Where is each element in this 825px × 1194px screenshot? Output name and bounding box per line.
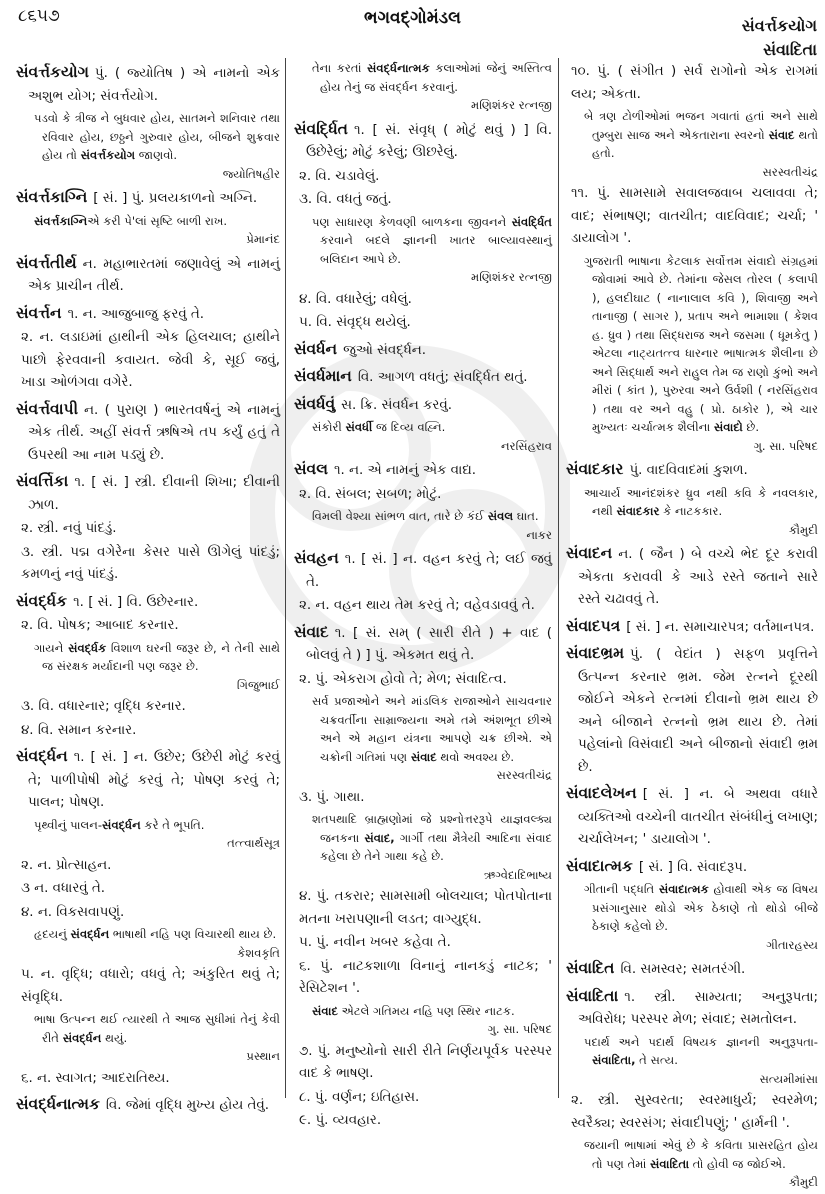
headword: સંવર્ધમાન [294, 367, 352, 385]
definition-text: ૧. ન. એ નામનું એક વાદ્ય. [333, 463, 477, 478]
sense-definition: ૩. સ્ત્રી. પદ્મ વગેરેના કેસર પાસે ઊગેલું પાંદડું; કમળનું નવું પાંદડું. [21, 544, 280, 582]
dictionary-entry [566, 985, 818, 1032]
quote-text: સર્વ પ્રજાઓને અને માંડલિક રાજાઓને સાચવનાર ચક્રવર્તીના સામ્રાજ્યના અમે તમે અંશભૂત છીએ અને એ મહાન યંત્રના આપણે ચક્ર છીએ. એ ચક્રોની ગતિમાં પણ [312, 694, 552, 764]
quote-highlight: સંવાદ, [364, 830, 395, 845]
dictionary-column-2 [294, 58, 552, 1133]
quote-text: ભાષા ઉત્પન્ન થઈ ત્યારથી તે આજ સુધીમાં તેનું કેવી રીતે [34, 1012, 280, 1045]
quote-text: હૃદયનું [34, 927, 71, 941]
dictionary-entry [566, 642, 818, 779]
quote-text: જાણવો. [135, 148, 178, 162]
citation-source: સત્યમીમાંસા [759, 1071, 818, 1086]
headword: સંવર્ત્તન [16, 303, 62, 322]
quote-text: થતો હતો. [592, 127, 818, 160]
citation-quote [16, 212, 280, 249]
definition-text: ૧. સ્ત્રી. સામ્યતા; અનુરૂપતા; અવિરોધ; પરસ્પર મેળ; સંવાદ; સમતોલન. [578, 989, 818, 1027]
definition-text: જુઓ સંવર્દ્ધન. [343, 342, 426, 358]
quote-text: તેના કરતાં [312, 61, 368, 75]
dictionary-entry [566, 782, 818, 852]
quote-highlight: સંવાદકાર [616, 504, 660, 518]
sense-definition: ૩ ન. વધારવું તે. [21, 881, 105, 896]
quote-text: હોવાથી એક જ વિષય પ્રસંગાનુસાર થોડો એક ઠેકાણે તો થોડો બીજે ઠેકાણે કહેલો છે. [592, 882, 818, 933]
sense-definition: ૬. પું. નાટકશાળા વિનાનું નાનકડું નાટક; ' રેસિટેશન '. [299, 958, 552, 996]
definition-text: ૧. [ સં. સંવૃધ્ ( મોટું થવું ) ] વિ. ઉછેરેલું; મોટું કરેલું; ઊછરેલું. [306, 122, 552, 160]
quote-highlight: સંવર્દ્ધક [68, 640, 107, 655]
headword: સંવાદભ્રમ [566, 644, 625, 662]
citation-quote [294, 213, 552, 287]
definition-text: પું. ( જ્યોતિષ ) એ નામનો એક અશુભ યોગ; સંવર્ત્તયોગ. [28, 66, 280, 104]
dictionary-entry [16, 302, 280, 327]
sense-definition: ૪. વિ. વધારેલું; વધેલું. [299, 291, 412, 307]
quote-text: છે. [742, 420, 760, 434]
definition-text: વિ. જેમાં વૃદ્ધિ મુખ્ય હોય તેવું. [105, 1098, 269, 1113]
definition-text: ન. ( પુરાણ ) ભારતવર્ષનું એ નામનું એક તીર્થ. અહીં સંવર્ત્ત ઋષિએ તપ કર્યું હતું તે ઉપરથી આ નામ પડ્યું છે. [28, 402, 280, 463]
citation-source: ઋગ્વેદાદિભાષ્ય [483, 867, 552, 882]
citation-quote [16, 639, 280, 695]
quote-text: આચાર્ય આનંદશંકર ધ્રુવ નથી કવિ કે નવલકાર, નથી [584, 485, 818, 518]
sense-definition: ૨. ન. વહન થાય તેમ કરવું તે; વહેવડાવવું તે. [299, 598, 535, 613]
citation-source: મણિશંકર રત્નજી [471, 270, 552, 284]
sense-definition: ૭. પું. મનુષ્યોનો સારી રીતે નિર્ણયપૂર્વક પરસ્પર વાદ કે ભાષણ. [299, 1043, 552, 1081]
citation-source: ગિજુભાઈ [236, 677, 280, 692]
sense-definition: ૨. ન. પ્રોત્સાહન. [21, 857, 112, 873]
quote-text: ભાષાથી નહિ પણ વિચારથી થાય છે. [109, 927, 277, 941]
citation-quote [566, 880, 818, 954]
dictionary-entry [16, 470, 280, 517]
sense-definition: ૯. પું. વ્યવહાર. [299, 1113, 382, 1128]
dictionary-entry [16, 590, 280, 615]
sense-definition: ૫. ન. વૃદ્ધિ; વધારો; વધવું તે; અંકુરિત થવું તે; સંવૃદ્ધિ. [21, 967, 280, 1005]
quote-highlight: સંવાદાત્મક [658, 882, 709, 896]
dictionary-entry [16, 398, 280, 468]
quote-highlight: સંવાદિતા, [592, 1053, 636, 1067]
citation-quote [294, 507, 552, 544]
citation-quote [16, 816, 280, 853]
headword: સંવર્ધવું [294, 394, 336, 413]
definition-text: વિ. આગળ વધતું; સંવર્દ્ધિત થતું. [357, 370, 528, 385]
sense-definition: ૨. ન. લડાઇમાં હાથીની એક હિલચાલ; હાથીને પાછો ફેરવવાની કવાયત. જેવી કે, સૂઈ જવું, ખાડા ઓળંગવા વગેરે. [21, 330, 280, 390]
quote-text: પૃથ્વીનું પાલન- [34, 817, 103, 832]
definition-text: વિ. સમસ્વર; સમતરંગી. [620, 962, 746, 977]
quote-highlight: સંવર્દ્ધનાત્મક [367, 61, 430, 75]
dictionary-entry [16, 186, 280, 211]
quote-text: પદાર્થ અને પદાર્થ વિષયક જ્ઞાનની અનુરૂપતા- [584, 1034, 818, 1049]
citation-source: કૌમુદી [788, 1175, 818, 1189]
citation-source: સરસ્વતીચંદ્ર [762, 164, 818, 179]
headword: સંવાદન [566, 544, 613, 562]
quote-text: પડવો કે ત્રીજ ને બુધવાર હોય, સાતમને શનિવાર તથા રવિવાર હોય, છઠ્ઠને ગુરુવાર હોય, બીજને શુક્રવાર હોય તો [34, 111, 280, 162]
dictionary-entry [16, 1093, 280, 1118]
sense-definition: ૪. પું. તકરાર; સામસામી બોલચાલ; પોતપોતાના મતના ખરાપણાની લડત; વાગ્યુદ્ધ. [299, 889, 552, 927]
sense-definition: ૪. ન. વિકસવાપણું. [21, 904, 125, 920]
dictionary-entry [566, 855, 818, 880]
dictionary-entry [294, 547, 552, 594]
dictionary-entry [16, 745, 280, 815]
dictionary-entry [294, 621, 552, 668]
headword: સંવાદિત [566, 959, 615, 977]
dictionary-entry [294, 338, 552, 363]
quote-highlight: સંવાદ [410, 749, 437, 764]
dictionary-entry [294, 365, 552, 390]
citation-source: પ્રસ્થાન [246, 1049, 280, 1063]
sense-definition: ૨. વિ. પોષક; આબાદ કરનાર. [21, 618, 179, 633]
definition-text: પું. ( વેદાંત ) સફળ પ્રવૃત્તિને ઉત્પન્ન કરનાર ભ્રમ. જેમ રત્નને દૂરથી જોઈને એકને રત્નમાં દીવાનો ભ્રમ થાય છે અને બીજાને રત્નનો ભ્રમ થાય છે. તેમાં પહેલાંનો વિસંવાદી અને બીજાનો સંવાદી ભ્રમ છે. [578, 647, 818, 775]
sense-definition: ૨. વિ. ચડાવેલું. [299, 168, 380, 184]
running-title: ભગવદ્ગોમંડલ [364, 8, 461, 28]
definition-text: સ. ક્રિ. સંવર્ધન કરવું. [341, 397, 452, 413]
citation-quote [294, 1002, 552, 1039]
definition-text: [ સં. ] પું. પ્રલયકાળનો અગ્નિ. [93, 191, 258, 206]
headword: સંવાદલેખન [566, 784, 637, 802]
quote-text: વિમલી વેશ્યા સાંભળ વાત, તારે છે કંઈ [312, 509, 488, 523]
sense-definition: ૪. વિ. સમાન કરનાર. [21, 722, 137, 738]
citation-quote [294, 692, 552, 785]
headword: સંવર્ત્તવાપી [16, 399, 79, 418]
headword: સંવર્ત્તકયોગ [16, 63, 89, 81]
headword: સંવલ [294, 460, 328, 478]
headword: સંવાદપત્ર [566, 616, 621, 635]
headword: સંવર્ત્તકાગ્નિ [16, 188, 88, 206]
dictionary-entry [16, 61, 280, 108]
definition-text: ૧. [ સં. ] સ્ત્રી. દીવાની શિખા; દીવાની ઝાળ. [28, 475, 280, 513]
quote-highlight: સંવર્ધી [345, 420, 373, 434]
quote-text: એટલે ગતિમય નહિ પણ સ્થિર નાટક. [337, 1003, 515, 1018]
guide-word-last: સંવાદિતા [763, 40, 817, 59]
dictionary-entry [16, 252, 280, 299]
headword: સંવહન [294, 549, 339, 567]
citation-source: નરસિંહરાવ [501, 438, 552, 453]
quote-text: ગુજરાતી ભાષાના કેટલાક સર્વોત્તમ સંવાદો સંગ્રહમાં જોવામાં આવે છે. તેમાંના જેસલ તોરલ ( કલાપી ), હલદીઘાટ ( નાનાલાલ કવિ ), શિવાજી અને તાનાજી ( સાગર ), પ્રતાપ અને ભામાશા ( કેશવ હ. ધ્રુવ ) તથા સિદ્ધરાજ અને જસમા ( ધૂમકેતુ ) એટલા નાટ્યતત્ત્વ ધારનાર ભાષાત્મક શૈલીના છે અને સિદ્ધાર્થ અને રાહુલ તેમ જ રાણો કુંભો અને મીરાં ( કાંત ), પુરુરવા અને ઉર્વશી ( નરસિંહરાવ ) તથા વર અને વહુ ( પ્રો. ઠાકોર ), એ ચાર મુખ્યતઃ ચર્ચાત્મક શૈલીના [584, 253, 818, 434]
definition-text: ન. મહાભારતમાં જણાવેલું એ નામનું એક પ્રાચીન તીર્થ. [28, 256, 280, 294]
quote-highlight: સંવાદિતા [650, 1156, 690, 1171]
headword: સંવાદાત્મક [566, 856, 633, 875]
sense-definition: ૧૧. પું. સામસામે સવાલજવાબ ચલાવવા તે; વાદ; સંભાષણ; વાતચીત; વાદવિવાદ; ચર્ચા; ' ડાયાલોગ '. [571, 186, 818, 246]
definition-text: ૧. [ સં. ] ન. ઉછેર; ઉછેરી મોટું કરવું તે; પાળીપોષી મોટું કરવું તે; પોષણ કરવું તે; પાલન; પોષણ. [28, 750, 280, 810]
guide-word-first: સંવર્ત્તકયોગ [741, 16, 817, 35]
definition-text: ૧. [ સં. ] વિ. ઉછેરનાર. [73, 594, 199, 610]
citation-source: કેશવકૃતિ [237, 945, 280, 960]
headword: સંવર્દ્ધક [16, 591, 68, 610]
quote-text: થવો અવશ્ય છે. [436, 749, 515, 764]
sense-definition: ૨. સ્ત્રી. સુસ્વરતા; સ્વરમાધુર્ય; સ્વરમેળ; સ્વરૈક્ય; સ્વરસંગ; સંવાદીપણું; ' હાર્મની '. [571, 1093, 818, 1131]
headword: સંવર્ત્તતીર્થ [16, 253, 77, 272]
definition-text: ૧. ન. આજુબાજુ ફરવું તે. [67, 306, 205, 322]
quote-text: કરે તે ભૂપતિ. [140, 817, 205, 832]
sense-definition: ૨. વિ. સંબલ; સબળ; મોટું. [299, 486, 442, 502]
citation-source: તત્ત્વાર્થસૂત્ર [227, 836, 280, 850]
quote-text: ગાર્ગી તથા મૈત્રેયી આદિના સંવાદ કહેલા છે તેને ગાથા કહે છે. [320, 830, 552, 863]
quote-highlight: સંવલ [487, 509, 514, 523]
sense-definition: ૫. પું. નવીન ખબર કહેવા તે. [299, 935, 451, 950]
citation-source: જ્યોતિષહીર [222, 166, 280, 181]
definition-text: ન. ( જૈન ) બે વચ્ચે ભેદ દૂર કરાવી એકતા કરાવવી કે આડે રસ્તે જતાને સારે રસ્તે ચઢાવવું તે. [578, 547, 818, 607]
citation-quote [566, 1136, 818, 1192]
quote-highlight: સંવાદ [312, 1003, 338, 1018]
sense-definition: ૨. સ્ત્રી. નવું પાંદડું. [21, 521, 117, 536]
quote-text: થયું. [101, 1030, 128, 1045]
definition-text: પું. વાદવિવાદમાં કુશળ. [629, 463, 748, 478]
quote-text: પણ સાધારણ કેળવણી બાળકના જીવનને [312, 214, 512, 229]
citation-quote [16, 925, 280, 962]
headword: સંવર્ધન [294, 339, 338, 358]
quote-highlight: સંવર્દ્ધન [102, 817, 141, 832]
sense-definition: ૫. વિ. સંવૃદ્ધ થયેલું. [299, 315, 411, 330]
quote-text: સંકોરી [312, 420, 346, 434]
dictionary-entry [566, 615, 818, 640]
sense-definition: ૩. વિ. વધારનાર; વૃદ્ધિ કરનાર. [21, 699, 186, 714]
quote-highlight: સંવર્ત્તકાગ્નિ [34, 213, 88, 228]
guide-words [742, 14, 817, 62]
citation-source: ગુ. સા. પરિષદ [487, 1022, 552, 1036]
citation-quote [566, 484, 818, 540]
citation-quote [566, 107, 818, 181]
headword: સંવાદ [294, 622, 329, 641]
sense-definition: ૧૦. પું. ( સંગીત ) સર્વ રાગોનો એક રાગમાં લય; એકતા. [571, 64, 818, 102]
citation-quote [16, 1010, 280, 1066]
quote-highlight: સંવર્દ્ધિત [511, 214, 552, 229]
dictionary-entry [294, 118, 552, 165]
quote-text: તો હોવી જ જોઈએ. [689, 1156, 786, 1171]
quote-text: શતપથાદિ બ્રાહ્મણોમાં જે પ્રશ્નોત્તરરૂપે યાજ્ઞવલ્ક્ય જનકના [312, 812, 552, 845]
citation-source: ગીતારહસ્ય [766, 937, 818, 952]
citation-quote [294, 418, 552, 455]
citation-quote [566, 1033, 818, 1089]
quote-text: બે ત્રણ ટોળીઓમાં ભજન ગવાતાં હતાં અને સાથે તુમ્બુરા સાજ અને એકતારાના સ્વરનો [584, 109, 818, 142]
dictionary-entry [566, 458, 818, 483]
definition-text: [ સં. ] ન. સમાચારપત્ર; વર્તમાનપત્ર. [626, 619, 815, 635]
citation-source: મણિશંકર રત્નજી [471, 98, 552, 112]
definition-text: ૧. [ સં. ] ન. વહન કરવું તે; લઈ જવું તે. [306, 552, 552, 590]
quote-text: ગાયને [34, 640, 69, 655]
quote-text: તે સત્ય. [635, 1053, 678, 1067]
headword: સંવર્ત્તિકા [16, 472, 69, 490]
quote-text: વિશાળ ઘરની જરૂર છે, ને તેની સાથે જ સંરક્ષક મર્યાદાની પણ જરૂર છે. [42, 640, 280, 673]
page-number: ૮૬૫૭ [18, 6, 60, 26]
quote-text: કરવાને બદલે જ્ઞાનની ખાતર બાલ્યાવસ્થાનું બલિદાન આપે છે. [320, 233, 552, 266]
dictionary-entry [566, 957, 818, 982]
citation-source: ગુ. સા. પરિષદ [753, 438, 818, 453]
sense-definition: ૮. પું. વર્ણન; ઇતિહાસ. [299, 1089, 420, 1105]
quote-text: એ કરી પે'લાં સૃષ્ટિ બાળી રાખ. [87, 213, 228, 228]
headword: સંવર્દ્ધનાત્મક [16, 1095, 100, 1113]
headword: સંવાદિતા [566, 986, 619, 1005]
quote-text: જયાની ભાષામાં એવું છે કે કવિતા પ્રાસરહિત હોય તો પણ તેમાં [584, 1138, 818, 1171]
citation-source: નાકર [526, 527, 552, 542]
dictionary-entry [294, 393, 552, 418]
headword: સંવર્દ્ધિત [294, 119, 348, 138]
headword: સંવર્દ્ધન [16, 747, 68, 765]
sense-definition: ૬. ન. સ્વાગત; આદરાતિથ્ય. [21, 1070, 170, 1086]
citation-quote [294, 810, 552, 884]
definition-text: [ સં. ] વિ. સંવાદરૂપ. [638, 859, 748, 875]
sense-definition: ૩. વિ. વધતું જતું. [299, 192, 392, 207]
quote-highlight: સંવર્દ્ધન [70, 927, 110, 941]
quote-highlight: સંવર્દ્ધન [62, 1030, 102, 1045]
quote-highlight: સંવર્ત્તકયોગ [80, 148, 136, 162]
dictionary-entry [294, 458, 552, 483]
sense-definition: ૩. પું. ગાથા. [299, 789, 365, 805]
quote-text: કલાઓમાં જેનું અસ્તિત્વ હોય તેનું જ સંવર્દ્ધન કરવાનું. [320, 61, 552, 94]
quote-highlight: સંવાદ [768, 127, 795, 142]
headword: સંવાદકાર [566, 460, 624, 478]
citation-quote [566, 252, 818, 456]
citation-source: કૌમુદી [788, 522, 818, 537]
column-divider [285, 58, 286, 1098]
dictionary-column-3 [566, 60, 818, 1194]
sense-definition: ૨. પું. એકરાગ હોવો તે; મેળ; સંવાદિત્વ. [299, 671, 507, 687]
definition-text: ૧. [ સં. સમ્ ( સારી રીતે ) + વાદ ( બોલવું તે ) ] પું. એકમત થવું તે. [306, 625, 552, 663]
quote-highlight: સંવાદો [713, 420, 743, 434]
citation-source: પ્રેમાનંદ [246, 232, 280, 246]
citation-source: સરસ્વતીચંદ્ર [496, 768, 552, 782]
definition-text: [ સં. ] ન. બે અથવા વધારે વ્યક્તિઓ વચ્ચેની વાતચીત સંબંધીનું લખાણ; ચર્ચાલેખન; ' ડાયાલોગ '. [578, 787, 818, 847]
quote-text: જ દિવ્ય વહ્નિ. [372, 420, 446, 434]
dictionary-column-1 [16, 58, 280, 1118]
quote-text: કે નાટકકાર. [659, 504, 723, 518]
quote-text: ઘાત. [513, 509, 539, 523]
dictionary-entry [566, 542, 818, 612]
column-divider [558, 58, 559, 1098]
citation-quote [294, 59, 552, 115]
citation-quote [16, 109, 280, 183]
quote-text: ગીતાની પદ્ધતિ [584, 882, 659, 896]
